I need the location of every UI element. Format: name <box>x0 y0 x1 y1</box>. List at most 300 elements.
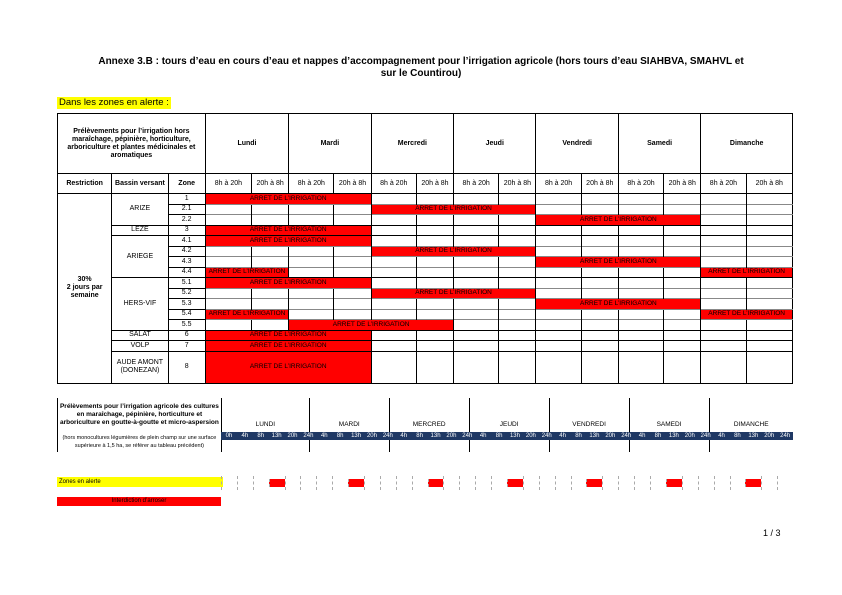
hour-tick: 20h <box>684 433 695 439</box>
zone-id: 6 <box>168 330 205 341</box>
schedule-cell <box>289 246 334 257</box>
schedule-cell <box>334 257 371 268</box>
schedule-cell <box>536 320 581 331</box>
time-slot <box>443 476 459 490</box>
hour-tick: 24h <box>541 433 552 439</box>
schedule-cell <box>252 257 289 268</box>
schedule-cell <box>416 309 453 320</box>
schedule-cell <box>454 236 499 247</box>
schedule-cell <box>618 330 663 341</box>
schedule-cell <box>252 246 289 257</box>
schedule-cell <box>581 330 618 341</box>
day-header: Jeudi <box>454 114 536 174</box>
table-row <box>58 341 793 352</box>
time-slot <box>761 476 777 490</box>
slot-header: 8h à 20h <box>618 174 663 194</box>
schedule-cell <box>618 288 663 299</box>
schedule-cell <box>205 299 251 310</box>
irrigation-stop-cell: ARRET DE L’IRRIGATION <box>205 278 371 289</box>
schedule-cell <box>289 267 334 278</box>
time-slot <box>555 476 571 490</box>
schedule-cell <box>746 278 792 289</box>
schedule-cell <box>618 309 663 320</box>
drip-irrigation-table <box>57 398 793 452</box>
schedule-cell <box>618 236 663 247</box>
hour-tick: 8h <box>416 433 423 439</box>
basin-name: LEZE <box>112 225 168 236</box>
schedule-cell <box>746 299 792 310</box>
zone-id: 5.3 <box>168 299 205 310</box>
hour-tick: 24h <box>780 433 791 439</box>
schedule-cell <box>252 299 289 310</box>
zone-id: 8 <box>168 351 205 383</box>
schedule-cell <box>536 341 581 352</box>
hour-tick: 13h <box>589 433 600 439</box>
schedule-cell <box>536 278 581 289</box>
schedule-cell <box>581 309 618 320</box>
slot-header: 20h à 8h <box>252 174 289 194</box>
time-slot <box>698 476 714 490</box>
schedule-cell <box>664 225 701 236</box>
schedule-cell <box>371 299 416 310</box>
day-header: DIMANCHE <box>709 398 793 452</box>
schedule-cell <box>454 194 499 205</box>
irrigation-stop-cell: ARRET DE L’IRRIGATION <box>701 267 793 278</box>
day-header: MARDI <box>309 398 389 452</box>
alert-zone-heading: Dans les zones en alerte : <box>59 97 169 108</box>
zone-id: 2.2 <box>168 215 205 226</box>
schedule-cell <box>746 236 792 247</box>
table-row <box>58 246 793 257</box>
time-slot <box>634 476 650 490</box>
day-header: Mercredi <box>371 114 453 174</box>
schedule-cell <box>536 194 581 205</box>
schedule-cell <box>581 204 618 215</box>
irrigation-stop-cell: ARRET DE L’IRRIGATION <box>205 351 371 383</box>
time-slot <box>777 476 793 490</box>
zone-id: 5.1 <box>168 278 205 289</box>
schedule-cell <box>618 267 663 278</box>
schedule-cell <box>416 330 453 341</box>
table-row <box>58 194 793 205</box>
time-slot <box>396 476 412 490</box>
slot-header: 8h à 20h <box>371 174 416 194</box>
day-header: VENDREDI <box>549 398 629 452</box>
hour-tick: 4h <box>400 433 408 439</box>
time-slot <box>682 476 698 490</box>
irrigation-stop-cell: ARRET DE L’IRRIGATION <box>205 267 288 278</box>
schedule-cell <box>454 299 499 310</box>
schedule-cell <box>664 204 701 215</box>
schedule-cell <box>205 246 251 257</box>
zone-id: 4.4 <box>168 267 205 278</box>
day-header: LUNDI <box>221 398 309 452</box>
time-slot <box>253 476 269 490</box>
basin-name: HERS-VIF <box>112 278 168 331</box>
schedule-cell <box>746 341 792 352</box>
hour-tick: 20h <box>366 433 377 439</box>
schedule-cell <box>416 215 453 226</box>
schedule-cell <box>701 257 746 268</box>
zone-id: 4.2 <box>168 246 205 257</box>
schedule-cell <box>252 215 289 226</box>
slot-header: 8h à 20h <box>701 174 746 194</box>
schedule-cell <box>664 246 701 257</box>
slot-header: 20h à 8h <box>664 174 701 194</box>
day-header: Vendredi <box>536 114 618 174</box>
irrigation-stop-cell: ARRET DE L’IRRIGATION <box>536 215 701 226</box>
schedule-cell <box>618 204 663 215</box>
hour-tick: 4h <box>718 433 725 439</box>
table2-header-note: (hors monocultures légumières de plein champ sur une surface supérieure à 1,5 ha, se référer au tableau précédent) <box>58 432 222 452</box>
day-header: Dimanche <box>701 114 793 174</box>
hour-tick: 4h <box>638 433 646 439</box>
irrigation-stop-cell: ARRET DE L’IRRIGATION <box>205 330 371 341</box>
schedule-cell <box>371 215 416 226</box>
schedule-cell <box>581 351 618 383</box>
schedule-cell <box>289 204 334 215</box>
table-row <box>58 257 793 268</box>
schedule-cell <box>499 236 536 247</box>
zone-id: 1 <box>168 194 205 205</box>
schedule-cell <box>701 236 746 247</box>
irrigation-stop-cell: ARRET DE L’IRRIGATION <box>205 225 371 236</box>
irrigation-stop-cell: ARRET DE L’IRRIGATION <box>205 341 371 352</box>
table-row <box>58 309 793 320</box>
zone-header: Zone <box>168 174 205 194</box>
schedule-cell <box>664 320 701 331</box>
schedule-cell <box>618 320 663 331</box>
schedule-cell <box>499 257 536 268</box>
hour-tick: 20h <box>605 433 616 439</box>
alert-zone-slots <box>221 476 793 490</box>
slot-header: 20h à 8h <box>334 174 371 194</box>
schedule-cell <box>664 194 701 205</box>
schedule-cell <box>701 320 746 331</box>
table-row <box>58 351 793 383</box>
schedule-cell <box>252 320 289 331</box>
hour-tick: 4h <box>479 433 487 439</box>
interdiction-slot <box>428 479 444 487</box>
hour-tick: 4h <box>320 433 328 439</box>
hour-tick: 13h <box>509 433 520 439</box>
schedule-cell <box>205 320 251 331</box>
time-slot <box>459 476 475 490</box>
hour-tick: 24h <box>382 433 393 439</box>
irrigation-stop-cell: ARRET DE L’IRRIGATION <box>371 288 536 299</box>
zone-id: 5.5 <box>168 320 205 331</box>
schedule-cell <box>701 288 746 299</box>
schedule-cell <box>701 351 746 383</box>
hour-tick: 13h <box>351 433 362 439</box>
table-row <box>58 236 793 247</box>
interdiction-slot <box>745 479 761 487</box>
schedule-cell <box>664 267 701 278</box>
table2-header-main: Prélèvements pour l’irrigation agricole des cultures en maraîchage, pépinière, horticulture et arboriculture en goutte-à-goutte et micro-aspersion <box>58 398 222 432</box>
day-header: Mardi <box>289 114 371 174</box>
schedule-cell <box>334 309 371 320</box>
schedule-cell <box>371 278 416 289</box>
hour-tick: 8h <box>654 433 662 439</box>
slot-header: 8h à 20h <box>205 174 251 194</box>
table-row <box>58 278 793 289</box>
legend-zones-alert: Zones en alerte <box>57 477 223 487</box>
schedule-cell <box>499 267 536 278</box>
schedule-cell <box>581 320 618 331</box>
irrigation-stop-cell: ARRET DE L’IRRIGATION <box>289 320 454 331</box>
hour-tick: 20h <box>287 433 298 439</box>
schedule-cell <box>581 194 618 205</box>
slot-header: 20h à 8h <box>416 174 453 194</box>
schedule-cell <box>701 204 746 215</box>
schedule-cell <box>499 299 536 310</box>
schedule-cell <box>334 204 371 215</box>
hour-tick: 13h <box>271 433 282 439</box>
schedule-cell <box>499 330 536 341</box>
schedule-cell <box>371 267 416 278</box>
schedule-cell <box>334 267 371 278</box>
schedule-cell <box>746 204 792 215</box>
irrigation-stop-cell: ARRET DE L’IRRIGATION <box>205 194 371 205</box>
schedule-cell <box>454 278 499 289</box>
schedule-cell <box>746 246 792 257</box>
irrigation-stop-cell: ARRET DE L’IRRIGATION <box>536 299 701 310</box>
hour-tick: 24h <box>462 433 473 439</box>
interdiction-slot <box>666 479 682 487</box>
schedule-cell <box>289 257 334 268</box>
schedule-cell <box>499 278 536 289</box>
schedule-cell <box>664 330 701 341</box>
zone-id: 3 <box>168 225 205 236</box>
zone-id: 5.2 <box>168 288 205 299</box>
schedule-cell <box>416 267 453 278</box>
schedule-cell <box>454 215 499 226</box>
slot-header: 8h à 20h <box>289 174 334 194</box>
schedule-cell <box>416 236 453 247</box>
schedule-cell <box>536 267 581 278</box>
schedule-cell <box>581 278 618 289</box>
schedule-cell <box>664 351 701 383</box>
day-header: MERCRED <box>389 398 469 452</box>
schedule-cell <box>536 309 581 320</box>
basin-name: ARIZE <box>112 194 168 226</box>
time-slot <box>571 476 587 490</box>
schedule-cell <box>371 330 416 341</box>
schedule-cell <box>499 341 536 352</box>
schedule-cell <box>499 194 536 205</box>
time-slot <box>364 476 380 490</box>
legend-interdiction: Interdiction d’arroser <box>57 497 221 506</box>
schedule-cell <box>581 341 618 352</box>
schedule-cell <box>334 215 371 226</box>
interdiction-slot <box>348 479 364 487</box>
basin-name: VOLP <box>112 341 168 352</box>
time-slot <box>618 476 634 490</box>
day-header: Samedi <box>618 114 700 174</box>
schedule-cell <box>701 341 746 352</box>
hour-timescale <box>221 432 793 440</box>
schedule-cell <box>499 320 536 331</box>
schedule-cell <box>454 341 499 352</box>
time-slot <box>237 476 253 490</box>
zone-id: 5.4 <box>168 309 205 320</box>
schedule-cell <box>371 236 416 247</box>
schedule-cell <box>454 309 499 320</box>
document-title <box>40 56 802 80</box>
table-row <box>58 267 793 278</box>
irrigation-stop-cell: ARRET DE L’IRRIGATION <box>371 204 536 215</box>
day-header: Lundi <box>205 114 288 174</box>
schedule-cell <box>701 215 746 226</box>
schedule-cell <box>454 257 499 268</box>
schedule-cell <box>536 236 581 247</box>
title-line-1: Annexe 3.B : tours d’eau en cours d’eau et nappes d’accompagnement pour l’irrigation agricole (hors tours d’eau SIAHBVA, SMAHVL et <box>98 56 744 67</box>
schedule-cell <box>454 320 499 331</box>
schedule-cell <box>499 215 536 226</box>
interdiction-slot <box>269 479 285 487</box>
time-slot <box>300 476 316 490</box>
slot-header: 20h à 8h <box>581 174 618 194</box>
zone-id: 4.1 <box>168 236 205 247</box>
schedule-cell <box>371 225 416 236</box>
schedule-cell <box>371 309 416 320</box>
schedule-cell <box>371 194 416 205</box>
slot-header: 8h à 20h <box>536 174 581 194</box>
hour-tick: 13h <box>668 433 679 439</box>
schedule-cell <box>746 257 792 268</box>
schedule-cell <box>618 341 663 352</box>
schedule-cell <box>454 351 499 383</box>
schedule-cell <box>252 204 289 215</box>
irrigation-stop-cell: ARRET DE L’IRRIGATION <box>371 246 536 257</box>
time-slot <box>380 476 396 490</box>
slot-header: 20h à 8h <box>746 174 792 194</box>
hour-tick: 4h <box>559 433 566 439</box>
hour-tick: 8h <box>734 433 741 439</box>
schedule-cell <box>454 267 499 278</box>
table1-header-main: Prélèvements pour l’irrigation hors maraîchage, pépinière, horticulture, arboriculture et plantes médicinales et aromatiques <box>58 114 206 174</box>
schedule-cell <box>664 341 701 352</box>
time-slot <box>221 476 237 490</box>
schedule-cell <box>205 288 251 299</box>
title-line-2: sur le Countirou) <box>380 68 462 79</box>
irrigation-stop-cell: ARRET DE L’IRRIGATION <box>205 236 371 247</box>
day-header: SAMEDI <box>629 398 709 452</box>
time-slot <box>332 476 348 490</box>
schedule-cell <box>746 288 792 299</box>
schedule-cell <box>701 278 746 289</box>
schedule-cell <box>499 309 536 320</box>
schedule-cell <box>746 215 792 226</box>
schedule-cell <box>701 225 746 236</box>
hour-tick: 20h <box>446 433 457 439</box>
table-row <box>58 299 793 310</box>
schedule-cell <box>536 288 581 299</box>
schedule-cell <box>371 257 416 268</box>
schedule-cell <box>618 351 663 383</box>
schedule-cell <box>416 225 453 236</box>
hour-tick: 8h <box>575 433 582 439</box>
schedule-cell <box>252 288 289 299</box>
schedule-cell <box>581 288 618 299</box>
hour-tick: 8h <box>336 433 344 439</box>
schedule-cell <box>205 257 251 268</box>
page-number: 1 / 3 <box>763 528 781 538</box>
irrigation-stop-cell: ARRET DE L’IRRIGATION <box>536 257 701 268</box>
hour-tick: 24h <box>303 433 314 439</box>
schedule-cell <box>536 351 581 383</box>
hour-tick: 13h <box>430 433 441 439</box>
slot-header: 20h à 8h <box>499 174 536 194</box>
schedule-cell <box>618 194 663 205</box>
schedule-cell <box>289 288 334 299</box>
time-slot <box>316 476 332 490</box>
irrigation-schedule-table <box>57 113 793 384</box>
schedule-cell <box>701 299 746 310</box>
time-slot <box>539 476 555 490</box>
schedule-cell <box>581 236 618 247</box>
interdiction-slot <box>586 479 602 487</box>
hour-tick: 8h <box>257 433 265 439</box>
time-slot <box>523 476 539 490</box>
schedule-cell <box>581 267 618 278</box>
time-slot <box>412 476 428 490</box>
schedule-cell <box>205 215 251 226</box>
time-slot <box>714 476 730 490</box>
schedule-cell <box>664 288 701 299</box>
schedule-cell <box>289 299 334 310</box>
zone-id: 7 <box>168 341 205 352</box>
basin-name: ARIEGE <box>112 236 168 278</box>
schedule-cell <box>499 225 536 236</box>
time-slot <box>475 476 491 490</box>
schedule-cell <box>371 341 416 352</box>
table-row <box>58 204 793 215</box>
schedule-cell <box>536 330 581 341</box>
schedule-cell <box>581 246 618 257</box>
irrigation-stop-cell: ARRET DE L’IRRIGATION <box>701 309 793 320</box>
schedule-cell <box>334 299 371 310</box>
hour-tick: 4h <box>241 433 249 439</box>
schedule-cell <box>416 257 453 268</box>
schedule-cell <box>664 236 701 247</box>
schedule-cell <box>416 278 453 289</box>
table-row <box>58 288 793 299</box>
basin-name: SALAT <box>112 330 168 341</box>
schedule-cell <box>454 225 499 236</box>
schedule-cell <box>536 225 581 236</box>
restriction-value: 30% 2 jours par semaine <box>58 194 112 384</box>
schedule-cell <box>746 330 792 341</box>
hour-tick: 24h <box>700 433 711 439</box>
schedule-cell <box>454 330 499 341</box>
hour-tick: 20h <box>525 433 536 439</box>
schedule-cell <box>618 278 663 289</box>
schedule-cell <box>334 246 371 257</box>
day-header: JEUDI <box>469 398 549 452</box>
zone-id: 4.3 <box>168 257 205 268</box>
schedule-cell <box>746 351 792 383</box>
schedule-cell <box>618 225 663 236</box>
time-slot <box>491 476 507 490</box>
schedule-cell <box>664 309 701 320</box>
schedule-cell <box>536 204 581 215</box>
basin-name: AUDE AMONT (DONEZAN) <box>112 351 168 383</box>
hour-tick: 24h <box>621 433 632 439</box>
hour-tick: 20h <box>764 433 775 439</box>
schedule-cell <box>618 246 663 257</box>
schedule-cell <box>701 330 746 341</box>
